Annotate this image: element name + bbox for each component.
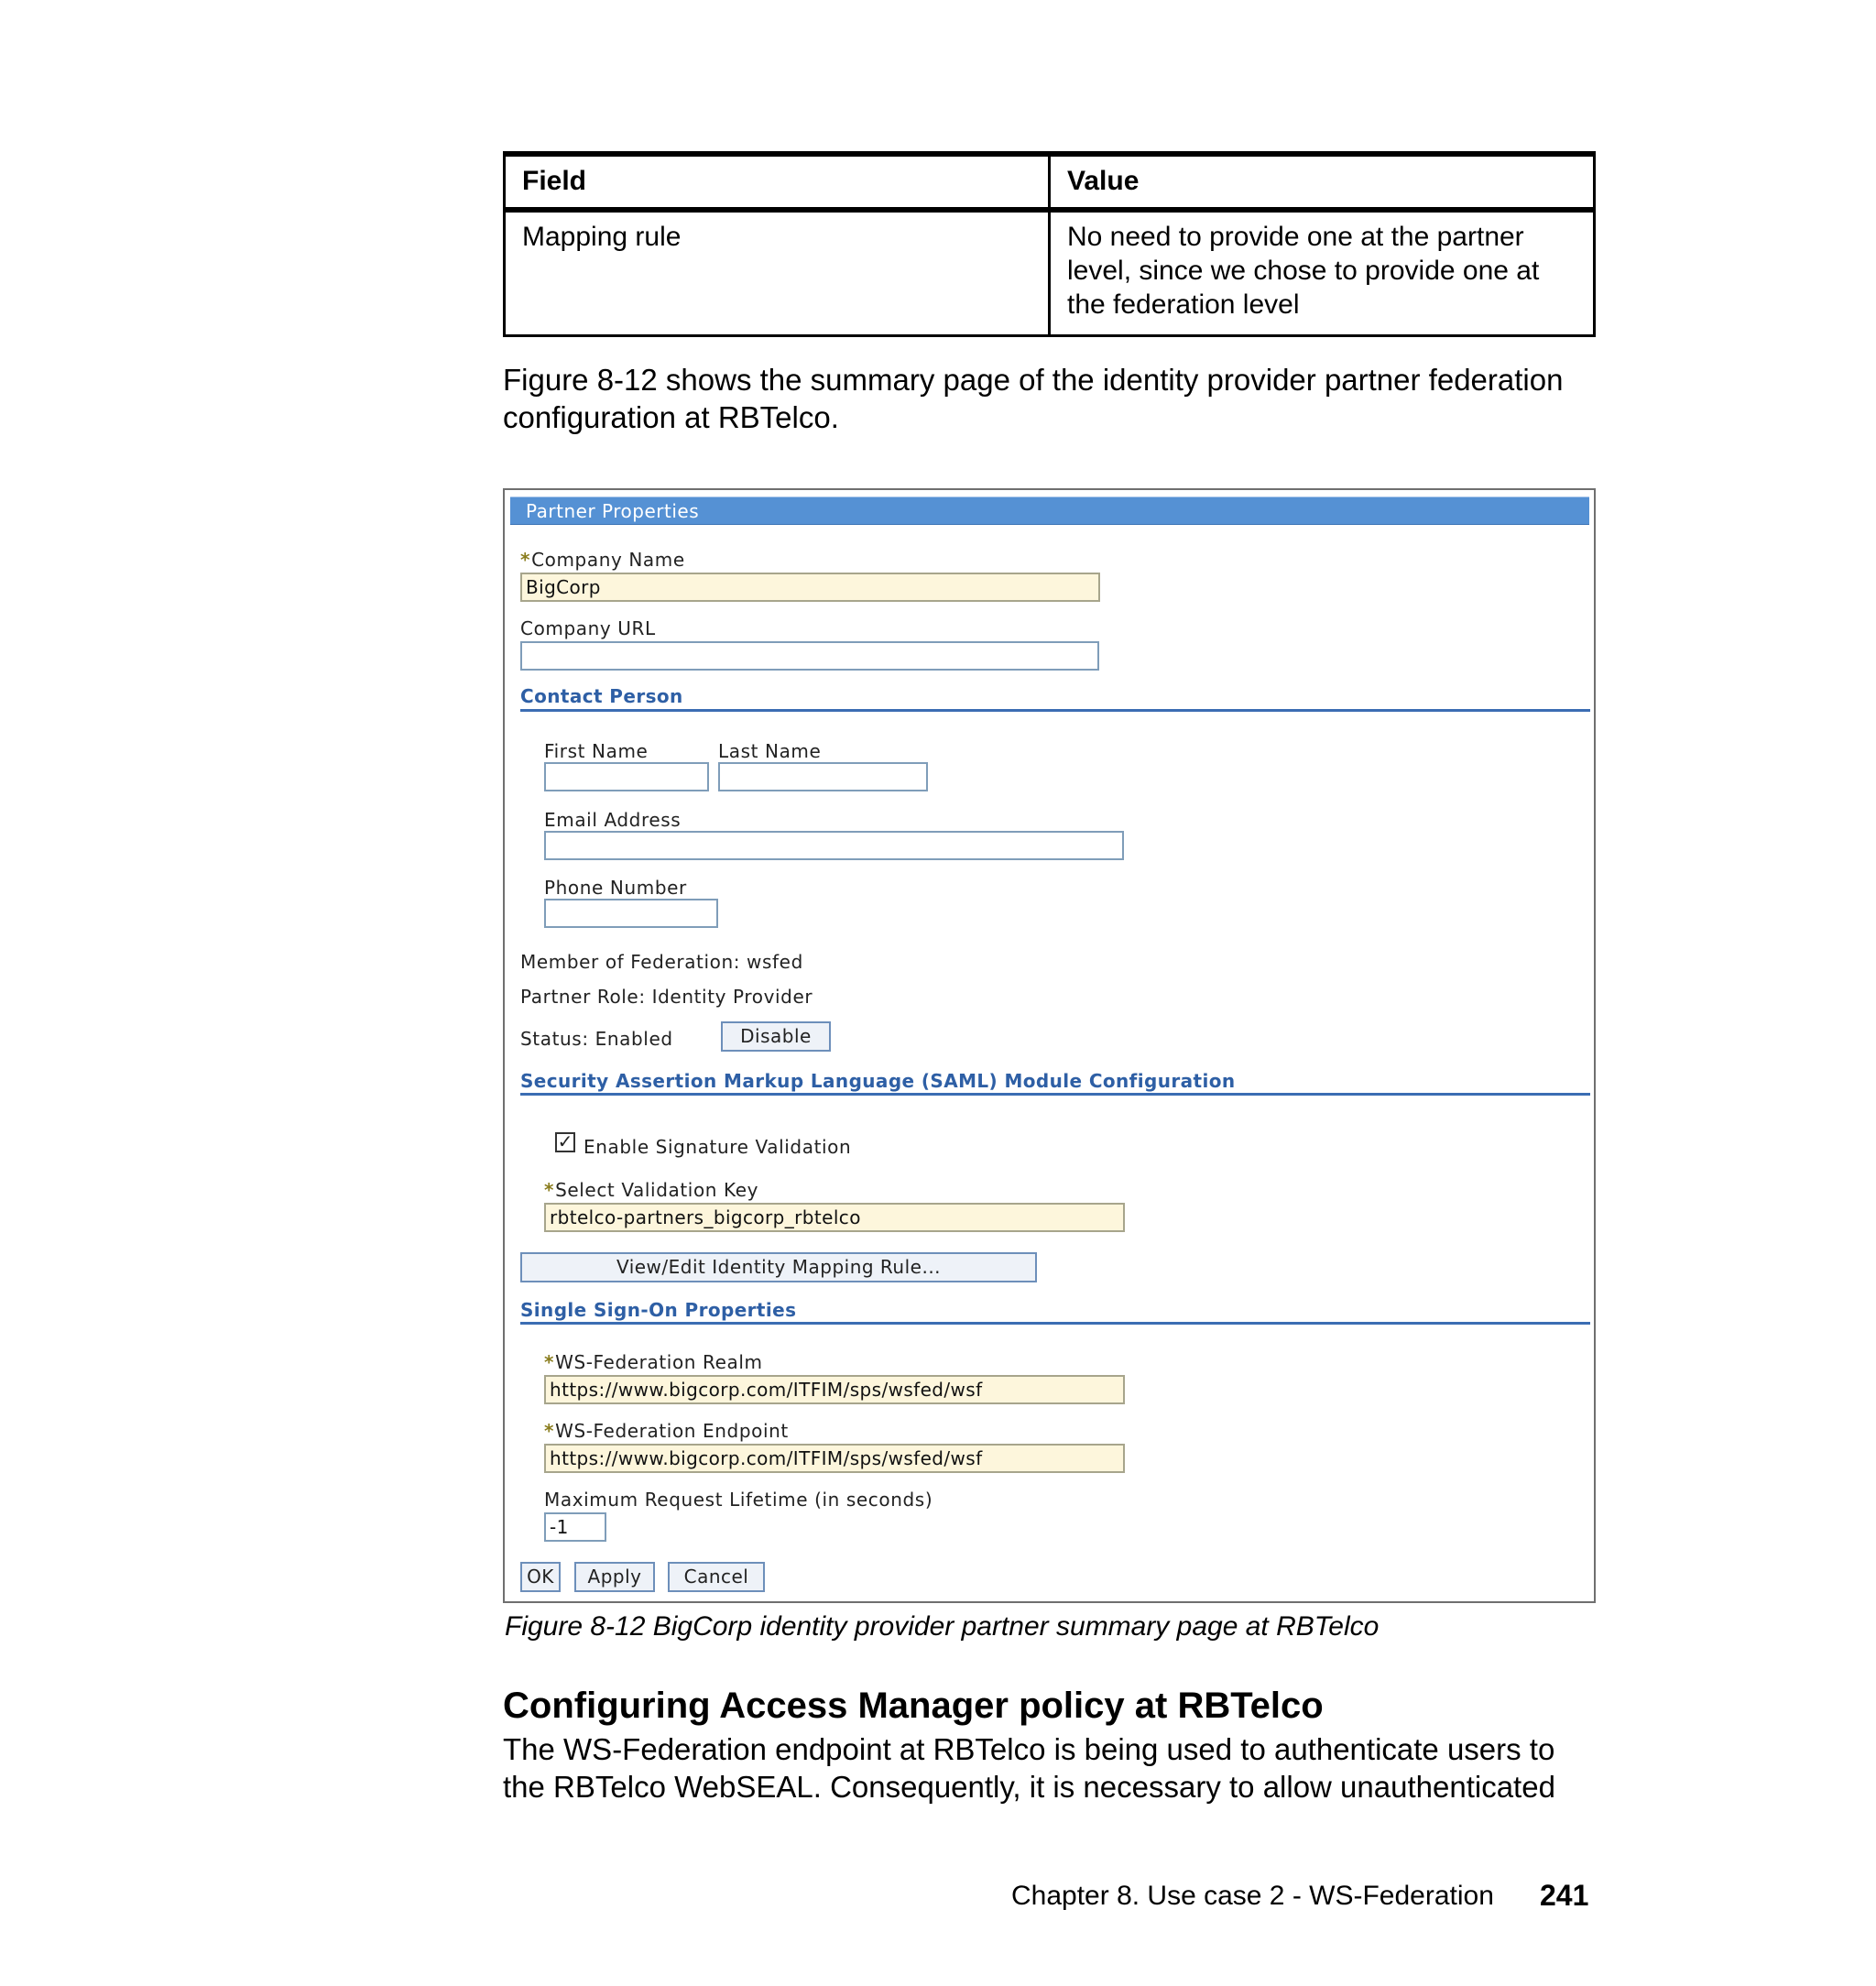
phone-label: Phone Number xyxy=(544,877,687,899)
phone-input[interactable] xyxy=(544,899,718,928)
required-marker: * xyxy=(544,1351,555,1373)
realm-label: *WS-Federation Realm xyxy=(544,1351,763,1373)
email-label: Email Address xyxy=(544,809,682,831)
table-cell-field: Mapping rule xyxy=(505,210,1050,335)
validation-key-label: *Select Validation Key xyxy=(544,1179,759,1201)
disable-button[interactable]: Disable xyxy=(721,1021,831,1052)
table-header-row xyxy=(505,154,1595,210)
view-edit-mapping-rule-button[interactable]: View/Edit Identity Mapping Rule... xyxy=(520,1252,1037,1282)
cancel-button[interactable]: Cancel xyxy=(668,1562,765,1592)
company-url-input[interactable] xyxy=(520,641,1099,671)
field-value-table xyxy=(503,151,1596,337)
company-name-label: *Company Name xyxy=(520,549,685,571)
sso-section-heading: Single Sign-On Properties xyxy=(520,1299,797,1321)
email-input[interactable] xyxy=(544,831,1124,860)
status-text: Status: Enabled xyxy=(520,1028,673,1050)
apply-button[interactable]: Apply xyxy=(574,1562,655,1592)
last-name-label: Last Name xyxy=(718,740,822,762)
required-marker: * xyxy=(520,549,531,571)
section-heading: Configuring Access Manager policy at RBTelco xyxy=(503,1686,1324,1726)
section-divider xyxy=(520,1322,1590,1325)
required-marker: * xyxy=(544,1179,555,1201)
section-divider xyxy=(520,709,1590,712)
page-number: 241 xyxy=(1540,1879,1589,1912)
section-paragraph-line-1: The WS-Federation endpoint at RBTelco is being used to authenticate users to xyxy=(503,1732,1555,1766)
validation-key-select[interactable]: rbtelco-partners_bigcorp_rbtelco xyxy=(544,1203,1125,1232)
table-cell-value: No need to provide one at the partner level, since we chose to provide one at the federation level xyxy=(1050,210,1595,335)
endpoint-input[interactable]: https://www.bigcorp.com/ITFIM/sps/wsfed/wsf xyxy=(544,1444,1125,1473)
enable-signature-label: Enable Signature Validation xyxy=(584,1136,852,1158)
saml-section-heading: Security Assertion Markup Language (SAML) Module Configuration xyxy=(520,1070,1236,1092)
first-name-input[interactable] xyxy=(544,762,709,791)
company-url-label: Company URL xyxy=(520,617,656,639)
section-paragraph-line-2: the RBTelco WebSEAL. Consequently, it is necessary to allow unauthenticated xyxy=(503,1770,1555,1804)
table-header-value: Value xyxy=(1050,154,1595,210)
table-header-field: Field xyxy=(505,154,1050,210)
figure-caption: Figure 8-12 BigCorp identity provider partner summary page at RBTelco xyxy=(505,1611,1380,1642)
lifetime-input[interactable]: -1 xyxy=(544,1512,606,1542)
contact-person-heading: Contact Person xyxy=(520,685,683,707)
intro-paragraph: Figure 8-12 shows the summary page of the identity provider partner federation configuration at RBTelco. xyxy=(503,363,1564,434)
first-name-label: First Name xyxy=(544,740,649,762)
partner-properties-screenshot xyxy=(503,488,1596,1603)
partner-role: Partner Role: Identity Provider xyxy=(520,986,813,1008)
chapter-footer: Chapter 8. Use case 2 - WS-Federation xyxy=(1011,1881,1494,1911)
member-of-federation: Member of Federation: wsfed xyxy=(520,951,803,973)
endpoint-label: *WS-Federation Endpoint xyxy=(544,1420,789,1442)
realm-input[interactable]: https://www.bigcorp.com/ITFIM/sps/wsfed/wsf xyxy=(544,1375,1125,1404)
last-name-input[interactable] xyxy=(718,762,928,791)
section-divider xyxy=(520,1093,1590,1096)
check-icon: ✓ xyxy=(557,1130,573,1152)
panel-title: Partner Properties xyxy=(510,496,1589,525)
ok-button[interactable]: OK xyxy=(520,1562,561,1592)
lifetime-label: Maximum Request Lifetime (in seconds) xyxy=(544,1489,933,1511)
required-marker: * xyxy=(544,1420,555,1442)
company-name-input[interactable]: BigCorp xyxy=(520,573,1100,602)
table-row xyxy=(505,210,1595,335)
enable-signature-checkbox[interactable] xyxy=(555,1132,575,1152)
